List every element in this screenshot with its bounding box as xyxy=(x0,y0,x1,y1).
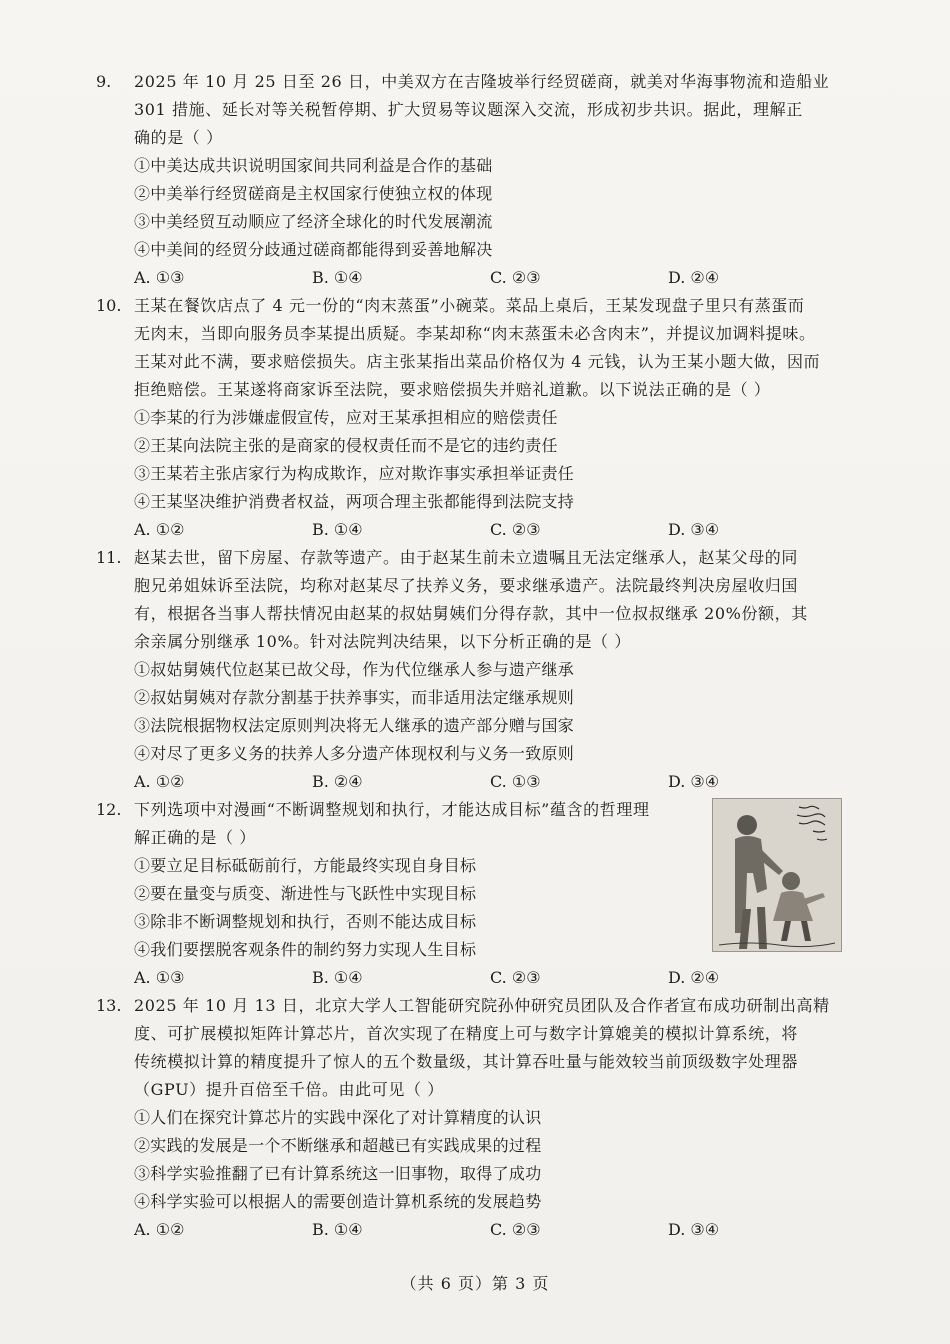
statement: ④王某坚决维护消费者权益，两项合理主张都能得到法院支持 xyxy=(134,492,575,511)
statement: ①要立足目标砥砺前行，方能最终实现自身目标 xyxy=(134,856,477,875)
question-stem-line: 赵某去世，留下房屋、存款等遗产。由于赵某生前未立遗嘱且无法定继承人，赵某父母的同 xyxy=(134,548,799,567)
question-stem-line: 度、可扩展模拟矩阵计算芯片，首次实现了在精度上可与数字计算媲美的模拟计算系统，将 xyxy=(134,1024,799,1043)
question-number: 12. xyxy=(96,800,122,819)
statement: ③科学实验推翻了已有计算系统这一旧事物，取得了成功 xyxy=(134,1164,542,1183)
question-stem-line: 王某对此不满，要求赔偿损失。店主张某指出菜品价格仅为 4 元钱，认为王某小题大做，因而 xyxy=(134,352,821,371)
choice-b[interactable]: B. ①④ xyxy=(312,268,363,287)
page-footer: （共 6 页）第 3 页 xyxy=(400,1274,550,1293)
question-number: 13. xyxy=(96,996,122,1015)
statement: ①中美达成共识说明国家间共同利益是合作的基础 xyxy=(134,156,493,175)
choice-a[interactable]: A. ①② xyxy=(134,1220,185,1239)
choice-a[interactable]: A. ①② xyxy=(134,772,185,791)
statement: ④科学实验可以根据人的需要创造计算机系统的发展趋势 xyxy=(134,1192,542,1211)
choice-b[interactable]: B. ①④ xyxy=(312,968,363,987)
question-stem-line: 确的是（ ） xyxy=(134,128,223,147)
question-stem-line: 2025 年 10 月 25 日至 26 日，中美双方在吉隆坡举行经贸磋商，就美对华海事物流和造船业 xyxy=(134,72,830,91)
choice-c[interactable]: C. ②③ xyxy=(490,520,541,539)
question-10 xyxy=(96,292,856,544)
question-11 xyxy=(96,544,856,796)
statement: ④对尽了更多义务的扶养人多分遗产体现权利与义务一致原则 xyxy=(134,744,575,763)
question-stem-line: 301 措施、延长对等关税暂停期、扩大贸易等议题深入交流，形成初步共识。据此，理解正 xyxy=(134,100,803,119)
cartoon-image xyxy=(712,798,842,952)
choice-c[interactable]: C. ②③ xyxy=(490,1220,541,1239)
statement: ④中美间的经贸分歧通过磋商都能得到妥善地解决 xyxy=(134,240,493,259)
answer-choices xyxy=(134,964,856,992)
choice-b[interactable]: B. ①④ xyxy=(312,520,363,539)
question-stem-line: 无肉末，当即向服务员李某提出质疑。李某却称“肉末蒸蛋未必含肉末”，并提议加调料提味。 xyxy=(134,324,816,343)
choice-a[interactable]: A. ①③ xyxy=(134,968,185,987)
question-stem-line: 有，根据各当事人帮扶情况由赵某的叔姑舅姨们分得存款，其中一位叔叔继承 20%份额，其 xyxy=(134,604,808,623)
question-9 xyxy=(96,68,856,292)
choice-a[interactable]: A. ①② xyxy=(134,520,185,539)
question-stem-line: 余亲属分别继承 10%。针对法院判决结果，以下分析正确的是（ ） xyxy=(134,632,631,651)
question-stem-line: 拒绝赔偿。王某遂将商家诉至法院，要求赔偿损失并赔礼道歉。以下说法正确的是（ ） xyxy=(134,380,771,399)
statement: ④我们要摆脱客观条件的制约努力实现人生目标 xyxy=(134,940,477,959)
question-stem-line: 下列选项中对漫画“不断调整规划和执行，才能达成目标”蕴含的哲理理 xyxy=(134,800,650,819)
statement: ②叔姑舅姨对存款分割基于扶养事实，而非适用法定继承规则 xyxy=(134,688,575,707)
question-stem-line: 2025 年 10 月 13 日，北京大学人工智能研究院孙仲研究员团队及合作者宣布成功研制出高精 xyxy=(134,996,830,1015)
question-number: 9. xyxy=(96,72,112,91)
question-number: 10. xyxy=(96,296,122,315)
cartoon-illustration xyxy=(713,799,841,951)
choice-d[interactable]: D. ②④ xyxy=(668,968,720,987)
statement: ③法院根据物权法定原则判决将无人继承的遗产部分赠与国家 xyxy=(134,716,575,735)
answer-choices xyxy=(134,264,856,292)
choice-c[interactable]: C. ②③ xyxy=(490,968,541,987)
statement: ②王某向法院主张的是商家的侵权责任而不是它的违约责任 xyxy=(134,436,558,455)
choice-b[interactable]: B. ②④ xyxy=(312,772,363,791)
choice-d[interactable]: D. ③④ xyxy=(668,772,720,791)
choice-c[interactable]: C. ①③ xyxy=(490,772,541,791)
statement: ③除非不断调整规划和执行，否则不能达成目标 xyxy=(134,912,477,931)
choice-c[interactable]: C. ②③ xyxy=(490,268,541,287)
statement: ①人们在探究计算芯片的实践中深化了对计算精度的认识 xyxy=(134,1108,542,1127)
choice-a[interactable]: A. ①③ xyxy=(134,268,185,287)
answer-choices xyxy=(134,1216,856,1244)
question-13 xyxy=(96,992,856,1244)
statement: ①叔姑舅姨代位赵某已故父母，作为代位继承人参与遗产继承 xyxy=(134,660,575,679)
choice-b[interactable]: B. ①④ xyxy=(312,1220,363,1239)
statement: ③王某若主张店家行为构成欺诈，应对欺诈事实承担举证责任 xyxy=(134,464,575,483)
question-stem-line: 胞兄弟姐妹诉至法院，均称对赵某尽了扶养义务，要求继承遗产。法院最终判决房屋收归国 xyxy=(134,576,799,595)
question-stem-line: 王某在餐饮店点了 4 元一份的“肉末蒸蛋”小碗菜。菜品上桌后，王某发现盘子里只有蒸蛋而 xyxy=(134,296,805,315)
choice-d[interactable]: D. ③④ xyxy=(668,520,720,539)
question-stem-line: 解正确的是（ ） xyxy=(134,828,256,847)
question-stem-line: 传统模拟计算的精度提升了惊人的五个数量级，其计算吞吐量与能效较当前顶级数字处理器 xyxy=(134,1052,799,1071)
answer-choices xyxy=(134,516,856,544)
statement: ②要在量变与质变、渐进性与飞跃性中实现目标 xyxy=(134,884,477,903)
question-stem-line: （GPU）提升百倍至千倍。由此可见（ ） xyxy=(134,1080,444,1099)
statement: ①李某的行为涉嫌虚假宣传，应对王某承担相应的赔偿责任 xyxy=(134,408,558,427)
question-number: 11. xyxy=(96,548,122,567)
statement: ②实践的发展是一个不断继承和超越已有实践成果的过程 xyxy=(134,1136,542,1155)
answer-choices xyxy=(134,768,856,796)
statement: ③中美经贸互动顺应了经济全球化的时代发展潮流 xyxy=(134,212,493,231)
choice-d[interactable]: D. ②④ xyxy=(668,268,720,287)
choice-d[interactable]: D. ③④ xyxy=(668,1220,720,1239)
statement: ②中美举行经贸磋商是主权国家行使独立权的体现 xyxy=(134,184,493,203)
